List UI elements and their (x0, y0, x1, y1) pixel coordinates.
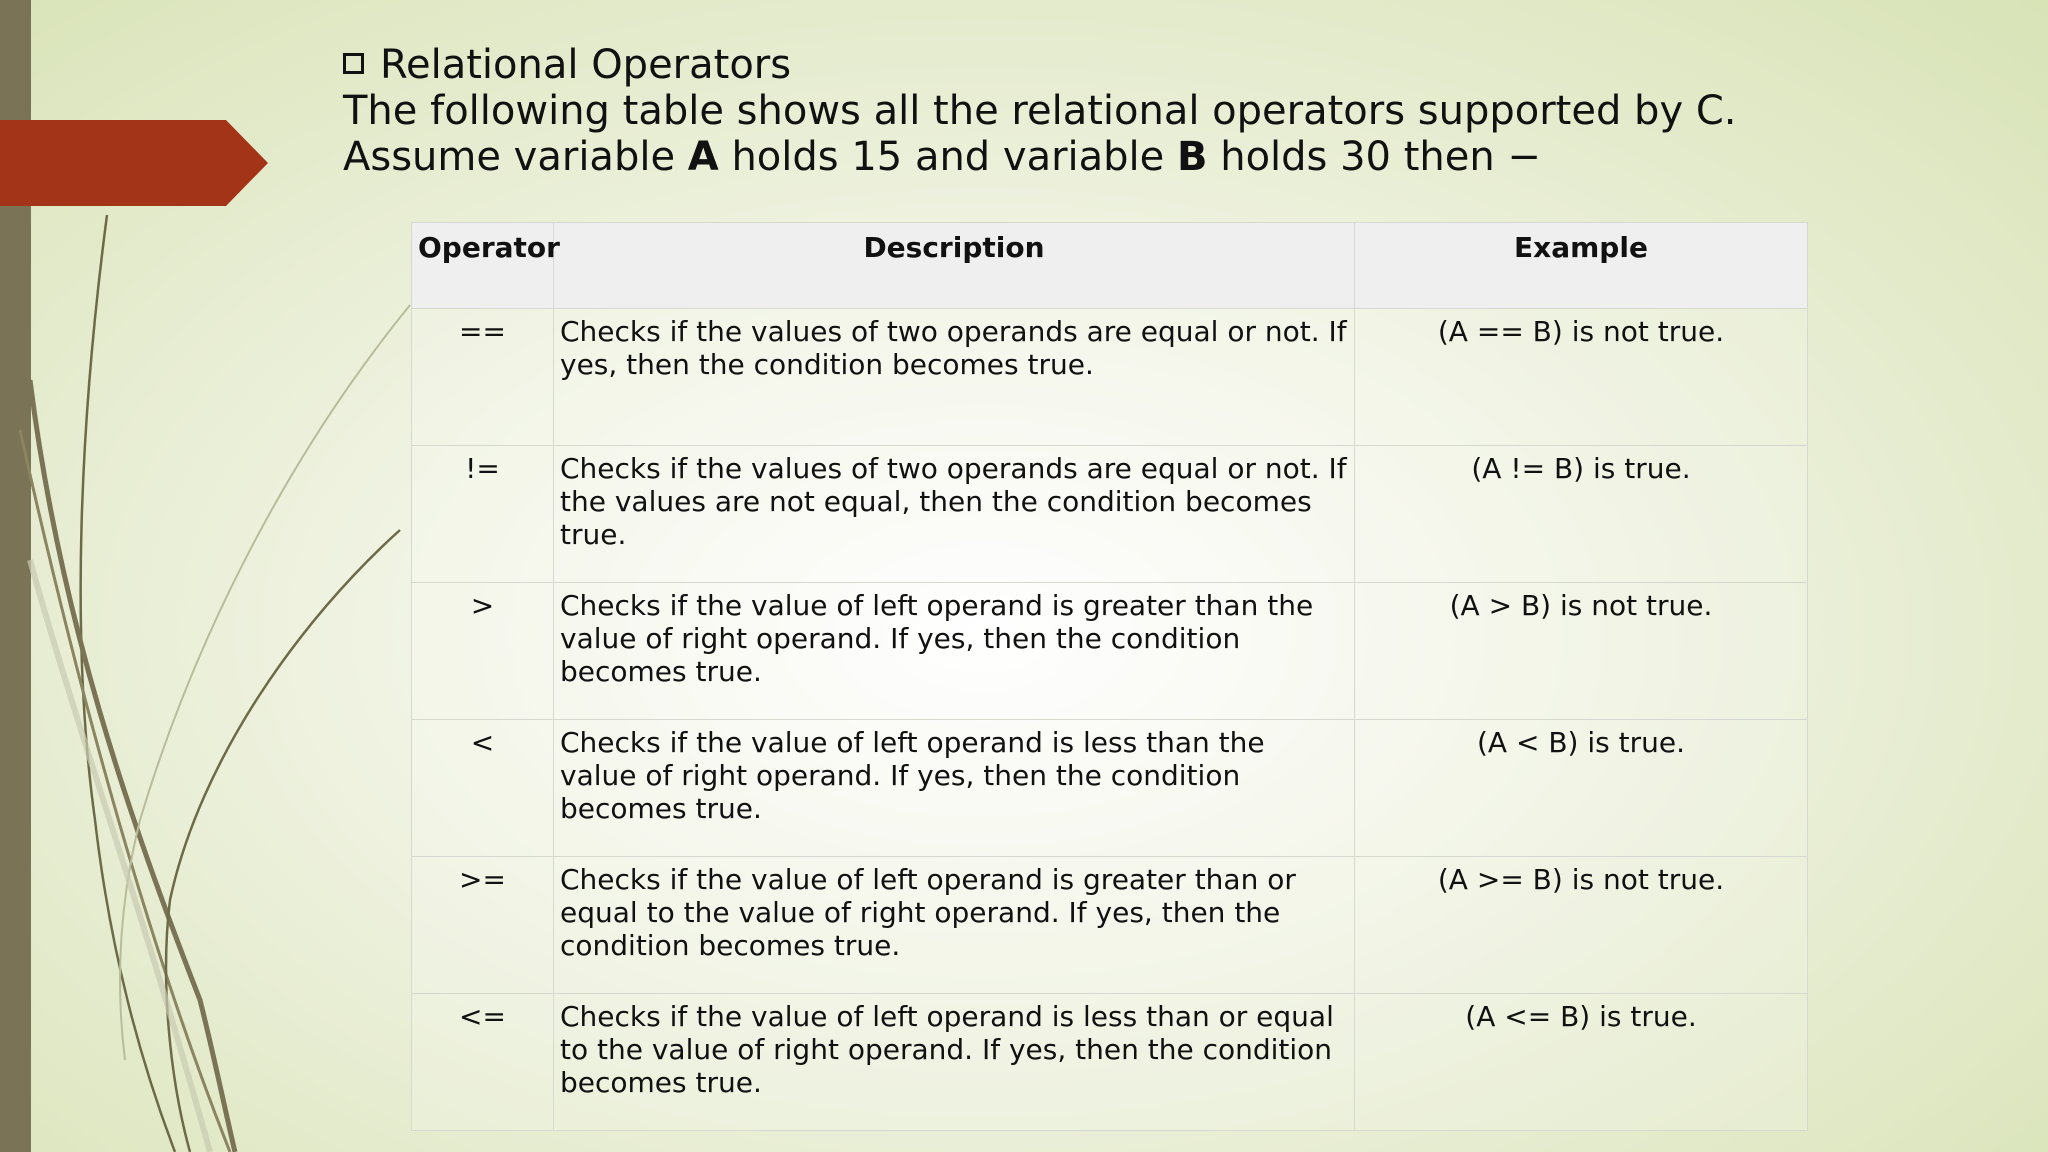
description-cell: Checks if the value of left operand is less than the value of right operand. If yes, then the condition becomes true. (554, 720, 1355, 857)
operator-cell: != (412, 446, 554, 583)
checkbox-bullet-icon (343, 53, 364, 74)
intro-paragraph (343, 88, 1823, 180)
description-cell: Checks if the value of left operand is less than or equal to the value of right operand. If yes, then the condition becomes true. (554, 994, 1355, 1131)
description-cell: Checks if the values of two operands are equal or not. If the values are not equal, then the condition becomes true. (554, 446, 1355, 583)
intro-text-1: The following table shows all the relational operators supported by C. Assume variable (343, 88, 1737, 180)
example-cell: (A >= B) is not true. (1355, 857, 1808, 994)
heading-block (343, 42, 1823, 180)
intro-text-2: holds 15 and variable (718, 134, 1177, 180)
description-cell: Checks if the value of left operand is greater than or equal to the value of right operand. If yes, then the condition becomes true. (554, 857, 1355, 994)
variable-b: B (1177, 134, 1208, 180)
relational-operators-table (411, 222, 1808, 1131)
header-operator: Operator (412, 223, 554, 309)
example-cell: (A <= B) is true. (1355, 994, 1808, 1131)
title-line (343, 42, 1823, 88)
operator-cell: < (412, 720, 554, 857)
operator-cell: > (412, 583, 554, 720)
table-row (412, 309, 1808, 446)
example-cell: (A > B) is not true. (1355, 583, 1808, 720)
example-cell: (A == B) is not true. (1355, 309, 1808, 446)
table-row (412, 446, 1808, 583)
table-row (412, 583, 1808, 720)
table-header-row (412, 223, 1808, 309)
example-cell: (A < B) is true. (1355, 720, 1808, 857)
example-cell: (A != B) is true. (1355, 446, 1808, 583)
operator-cell: <= (412, 994, 554, 1131)
intro-text-3: holds 30 then − (1207, 134, 1541, 180)
table-row (412, 857, 1808, 994)
slide-title: Relational Operators (380, 42, 792, 88)
table-row (412, 994, 1808, 1131)
header-description: Description (554, 223, 1355, 309)
variable-a: A (687, 134, 719, 180)
operator-cell: >= (412, 857, 554, 994)
table-row (412, 720, 1808, 857)
accent-arrow-shape (0, 120, 270, 206)
header-example: Example (1355, 223, 1808, 309)
operator-cell: == (412, 309, 554, 446)
description-cell: Checks if the values of two operands are equal or not. If yes, then the condition becomes true. (554, 309, 1355, 446)
description-cell: Checks if the value of left operand is greater than the value of right operand. If yes, then the condition becomes true. (554, 583, 1355, 720)
